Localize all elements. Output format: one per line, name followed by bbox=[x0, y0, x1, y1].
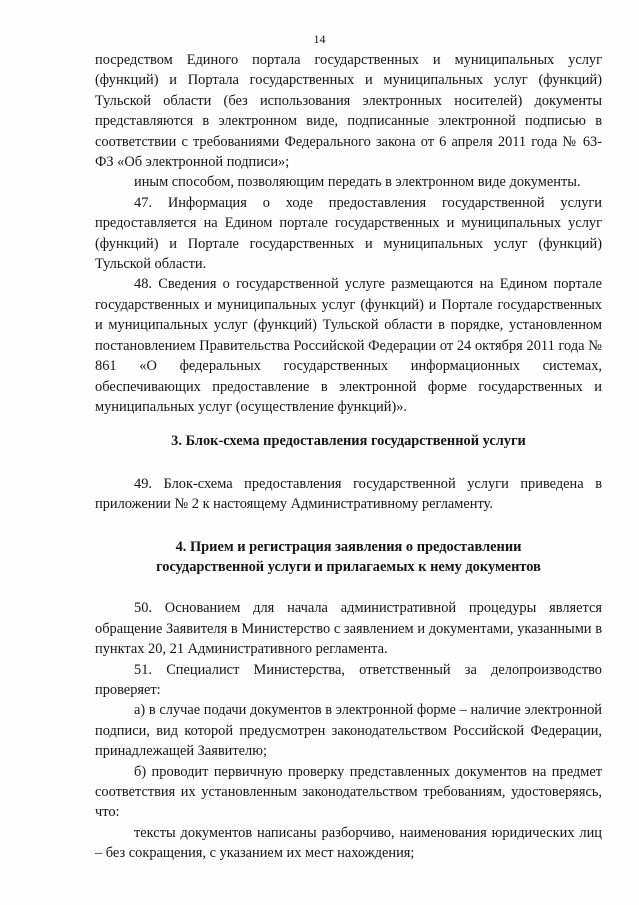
paragraph-48: 48. Сведения о государственной услуге размещаются на Едином портале государственных и муниципальных услуг (функций) и Портале государственных и муниципальных услуг (функций) Тульской области в порядке, установленном постановлением Правительства Российской Федерации от 24 октября 2011 года № 861 «О федеральных государственных информационных системах, обеспечивающих предоставление в электронной форме государственных и муниципальных услуг (осуществление функций)». bbox=[95, 276, 602, 415]
spacer bbox=[95, 452, 602, 474]
section-heading-4 bbox=[95, 537, 602, 578]
paragraph-other-method: иным способом, позволяющим передать в электронном виде документы. bbox=[134, 174, 581, 191]
section-heading-4-line-1: 4. Прием и регистрация заявления о предоставлении bbox=[175, 538, 522, 555]
paragraph-51: 51. Специалист Министерства, ответственный за делопроизводство проверяет: bbox=[95, 661, 602, 698]
section-heading-3 bbox=[95, 431, 602, 451]
paragraph-50: 50. Основанием для начала административной процедуры является обращение Заявителя в Министерство с заявлением и документами, указанными в пунктах 20, 21 Административного регламента. bbox=[95, 600, 602, 658]
paragraph-47: 47. Информация о ходе предоставления государственной услуги предоставляется на Едином портале государственных и муниципальных услуг (функций) и Портале государственных и муниципальных услуг (функций) Тульской области. bbox=[95, 194, 602, 273]
document-body bbox=[95, 50, 602, 864]
paragraph-49: 49. Блок-схема предоставления государственной услуги приведена в приложении № 2 к настоящему Административному регламенту. bbox=[95, 475, 602, 513]
paragraph-51-b: б) проводит первичную проверку представленных документов на предмет соответствия их установленным законодательством требованиям, удостоверяясь, что: bbox=[95, 763, 602, 821]
spacer bbox=[95, 515, 602, 537]
spacer bbox=[95, 417, 602, 431]
paragraph-51-texts: тексты документов написаны разборчиво, наименования юридических лиц – без сокращения, с указанием их мест нахождения; bbox=[95, 824, 602, 862]
paragraph-electronic-submission: посредством Единого портала государственных и муниципальных услуг (функций) и Портала государственных и муниципальных услуг (функций) Тульской области (без использования электронных носителей) документы представляются в электронном виде, подписанные электронной подписью в соответствии с требованиями Федерального закона от 6 апреля 2011 года № 63-ФЗ «Об электронной подписи»; bbox=[95, 52, 602, 171]
paragraph-51-a: а) в случае подачи документов в электронной форме – наличие электронной подписи, вид которой предусмотрен законодательством Российской Федерации, принадлежащей Заявителю; bbox=[95, 702, 602, 760]
spacer bbox=[95, 577, 602, 598]
section-heading-3-line: 3. Блок-схема предоставления государственной услуги bbox=[171, 433, 526, 450]
section-heading-4-line-2: государственной услуги и прилагаемых к нему документов bbox=[156, 558, 541, 575]
page-number: 14 bbox=[313, 32, 326, 46]
